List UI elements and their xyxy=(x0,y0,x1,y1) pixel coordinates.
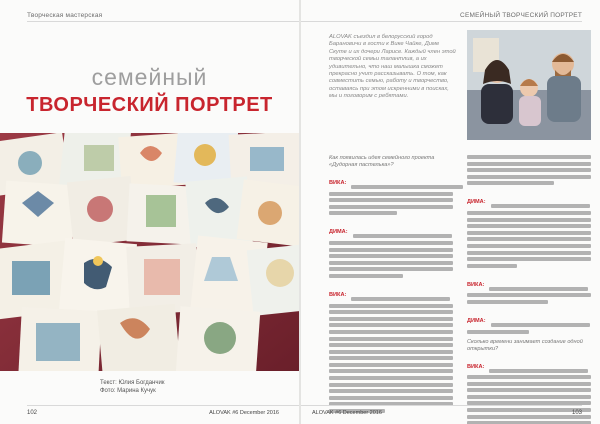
speaker-label: ВИКА: xyxy=(467,363,485,370)
answer-paragraph xyxy=(467,273,591,304)
column-2 xyxy=(467,155,591,424)
page-number-right: 103 xyxy=(571,410,582,416)
intro-paragraph: ALOVAK съездил в белорусский город Барановичи в гости к Вике Чайке, Диме Скуте и их дочери Ларисе. Каждый член этой творческой семьи талантлив, а их удивительно, что наш малышка сможет прекрасно учит рассказывать. О том, как совместить семью, работу и творчество, оставаясь при этом искренними в поисках, мы и поговорим с ребятами. xyxy=(329,34,456,100)
footer-rule-right xyxy=(301,405,582,406)
answer-paragraph xyxy=(329,220,453,278)
title-light: семейный xyxy=(91,64,208,90)
family-photo xyxy=(467,30,591,140)
page-number-left: 102 xyxy=(27,410,38,416)
section-header: Творческая мастерская xyxy=(27,12,103,19)
caption-photo-credit: Фото: Марина Кучук xyxy=(100,388,156,394)
section-header-right: СЕМЕЙНЫЙ ТВОРЧЕСКИЙ ПОРТРЕТ xyxy=(460,12,582,19)
issue-label-right: ALOVAK #6 December 2016 xyxy=(312,410,382,416)
caption-text-credit: Текст: Юлия Богданчик xyxy=(100,380,165,386)
question-heading: Как появилась идея семейного проекта «Дудорная пастелька»? xyxy=(329,155,435,168)
speaker-label: ВИКА: xyxy=(329,180,347,186)
answer-paragraph xyxy=(467,190,591,267)
answer-paragraph xyxy=(329,171,453,215)
speaker-label: ДИМА: xyxy=(467,317,486,324)
interview-columns xyxy=(329,155,591,403)
speaker-label: ДИМА: xyxy=(467,199,486,206)
speaker-label: ВИКА: xyxy=(467,281,485,288)
postcards-photo xyxy=(0,133,299,371)
answer-paragraph xyxy=(467,155,591,185)
photo-credits xyxy=(100,379,164,395)
answer-paragraph xyxy=(467,309,591,334)
family-illustration xyxy=(467,30,591,140)
speaker-label: ДИМА: xyxy=(329,229,348,236)
header-rule xyxy=(27,21,299,22)
footer-rule-left xyxy=(27,405,299,406)
column-1 xyxy=(329,155,453,418)
speaker-label: ВИКА: xyxy=(329,291,347,298)
left-page xyxy=(0,0,299,424)
right-page xyxy=(301,0,600,424)
issue-label-left: ALOVAK #6 December 2016 xyxy=(209,410,279,416)
postcards-illustration xyxy=(0,133,299,371)
answer-paragraph xyxy=(329,283,453,413)
header-rule-right xyxy=(301,21,582,22)
question-heading: Сколько времени занимает создание одной открытки? xyxy=(467,338,583,352)
title-bold: ТВОРЧЕСКИЙ ПОРТРЕТ xyxy=(26,94,273,116)
